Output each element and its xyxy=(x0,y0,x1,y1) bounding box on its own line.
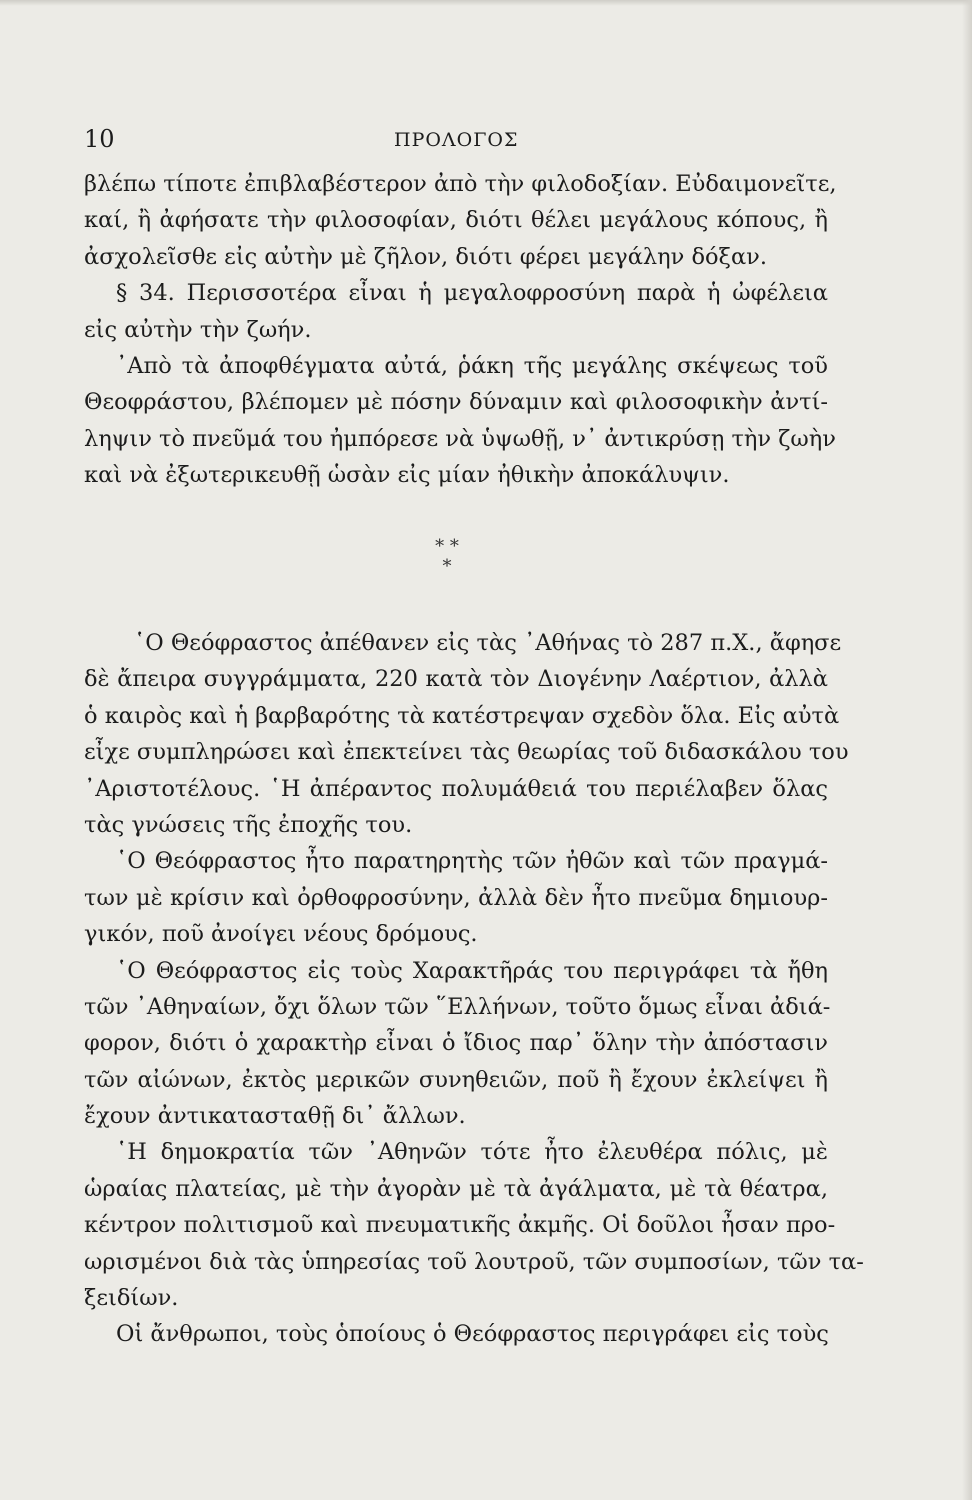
text-line: τὰς γνώσεις τῆς ἐποχῆς του. xyxy=(84,811,413,838)
text-line: ἔχουν ἀντικατασταθῇ δι᾿ ἄλλων. xyxy=(84,1103,466,1130)
running-head xyxy=(84,124,836,154)
text-line: ληψιν τὸ πνεῦμά του ἠμπόρεσε νὰ ὑψωθῇ, ν᾿ ἀντικρύσῃ τὴν ζωὴν xyxy=(84,425,836,452)
text-line: γικόν, ποῦ ἀνοίγει νέους δρόμους. xyxy=(84,921,478,948)
running-title: ΠΡΟΛΟΓΟΣ xyxy=(394,129,519,151)
text-line: βλέπω τίποτε ἐπιβλαβέστερον ἀπὸ τὴν φιλοδοξίαν. Εὐδαιμονεῖτε, xyxy=(84,171,837,197)
text-block-1 xyxy=(84,166,837,494)
text-line: ἀσχολεῖσθε εἰς αὐτὴν μὲ ζῆλον, διότι φέρει μεγάλην δόξαν. xyxy=(84,243,767,270)
text-line: ωρισμένοι διὰ τὰς ὑπηρεσίας τοῦ λουτροῦ, τῶν συμποσίων, τῶν τα- xyxy=(84,1248,864,1275)
text-block-2 xyxy=(84,625,864,1353)
text-line: Θεοφράστου, βλέπομεν μὲ πόσην δύναμιν καὶ φιλοσοφικὴν ἀντί- xyxy=(84,389,828,416)
text-line: ὡραίας πλατείας, μὲ τὴν ἀγορὰν μὲ τὰ ἀγάλματα, μὲ τὰ θέατρα, xyxy=(84,1175,828,1202)
text-line: καί, ἢ ἀφήσατε τὴν φιλοσοφίαν, διότι θέλει μεγάλους κόπους, ἢ xyxy=(84,207,828,234)
text-line: Οἱ ἄνθρωποι, τοὺς ὁποίους ὁ Θεόφραστος περιγράφει εἰς τοὺς xyxy=(116,1321,829,1348)
text-line: των μὲ κρίσιν καὶ ὀρθοφροσύνην, ἀλλὰ δὲν ἦτο πνεῦμα δημιουρ- xyxy=(84,884,828,911)
text-line: ῾Ο Θεόφραστος ἀπέθανεν εἰς τὰς ᾿Αθήνας τὸ 287 π.Χ., ἄφησε xyxy=(134,630,842,656)
page-top-edge xyxy=(0,0,972,6)
text-line: τῶν αἰώνων, ἐκτὸς μερικῶν συνηθειῶν, ποῦ ἢ ἔχουν ἐκλείψει ἢ xyxy=(84,1066,828,1093)
text-line: εἶχε συμπληρώσει καὶ ἐπεκτείνει τὰς θεωρίας τοῦ διδασκάλου του xyxy=(84,739,849,766)
text-line: ξειδίων. xyxy=(84,1285,179,1312)
section-heading-line: § 34. Περισσοτέρα εἶναι ἡ μεγαλοφροσύνη παρὰ ἡ ὠφέλεια xyxy=(116,280,828,307)
text-line: ῾Ο Θεόφραστος εἰς τοὺς Χαρακτῆράς του περιγράφει τὰ ἤθη xyxy=(116,957,828,984)
page-right-edge xyxy=(962,0,972,1500)
asterism-bottom: * xyxy=(442,556,452,577)
page-number: 10 xyxy=(84,125,115,153)
text-line: κέντρον πολιτισμοῦ καὶ πνευματικῆς ἀκμῆς. Οἱ δοῦλοι ἦσαν προ- xyxy=(84,1212,836,1239)
text-line: καὶ νὰ ἐξωτερικευθῇ ὡσὰν εἰς μίαν ἠθικὴν ἀποκάλυψιν. xyxy=(84,462,730,489)
text-line: ᾿Αριστοτέλους. ῾Η ἀπέραντος πολυμάθειά του περιέλαβεν ὅλας xyxy=(84,775,828,802)
text-line: δὲ ἄπειρα συγγράμματα, 220 κατὰ τὸν Διογένην Λαέρτιον, ἀλλὰ xyxy=(84,666,828,693)
text-line: ῾Η δημοκρατία τῶν ᾿Αθηνῶν τότε ἦτο ἐλευθέρα πόλις, μὲ xyxy=(116,1139,828,1166)
text-line: ᾿Απὸ τὰ ἀποφθέγματα αὐτά, ῥάκη τῆς μεγάλης σκέψεως τοῦ xyxy=(116,352,828,379)
asterism-top: * * xyxy=(435,536,459,557)
text-line: φορον, διότι ὁ χαρακτὴρ εἶναι ὁ ἴδιος παρ᾿ ὅλην τὴν ἀπόστασιν xyxy=(84,1030,828,1057)
asterism-divider xyxy=(430,538,464,588)
text-line: ῾Ο Θεόφραστος ἦτο παρατηρητὴς τῶν ἠθῶν καὶ τῶν πραγμά- xyxy=(116,848,828,875)
text-line: τῶν ᾿Αθηναίων, ὄχι ὅλων τῶν ῞Ελλήνων, τοῦτο ὅμως εἶναι ἀδιά- xyxy=(84,993,831,1020)
text-line: εἰς αὐτὴν τὴν ζωήν. xyxy=(84,316,312,343)
text-line: ὁ καιρὸς καὶ ἡ βαρβαρότης τὰ κατέστρεψαν σχεδὸν ὅλα. Εἰς αὐτὰ xyxy=(84,702,840,729)
